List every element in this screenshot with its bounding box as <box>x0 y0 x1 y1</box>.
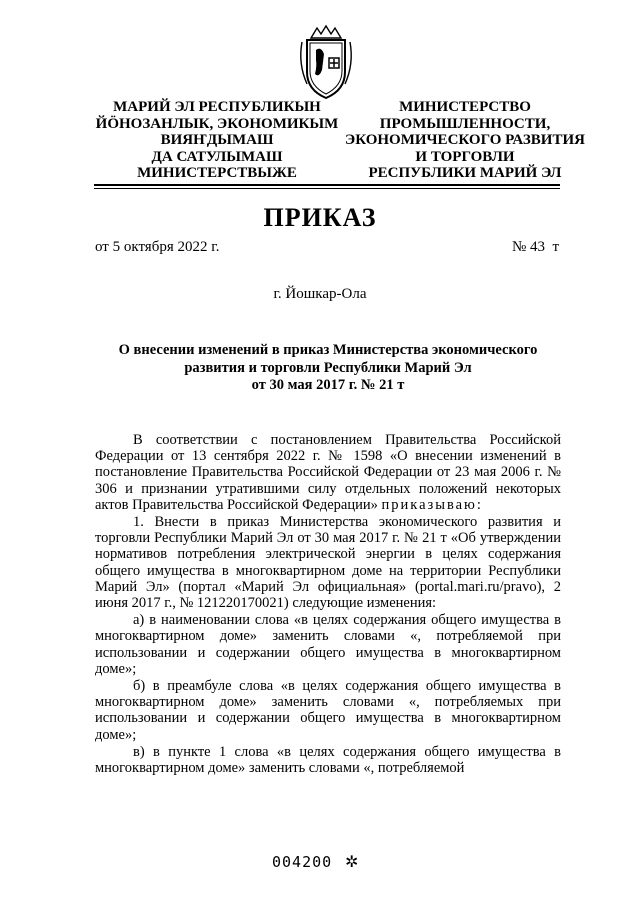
header-left-line: ВИЯҤДЫМАШ <box>160 132 274 149</box>
subitem-a: а) в наименовании слова «в целях содержания общего имущества в многоквартирном доме» заменить словами «, потребляемой при использовании и содержании общего имущества в многоквартирном доме»; <box>95 612 561 677</box>
order-word: приказываю: <box>381 496 483 513</box>
header-right-ministry-russian <box>345 99 585 182</box>
order-number: № 43 т <box>512 239 560 255</box>
header-right-line: МИНИСТЕРСТВО <box>399 99 531 115</box>
intro-paragraph <box>95 432 561 513</box>
serial-number: 004200 <box>272 853 333 871</box>
header-left-line: МИНИСТЕРСТВЫЖЕ <box>137 165 297 182</box>
ornament-icon: ✲ <box>345 854 359 871</box>
subject-line: развития и торговли Республики Марий Эл <box>184 359 472 376</box>
order-body <box>95 432 561 777</box>
order-subject <box>95 342 561 395</box>
header-left-line: МАРИЙ ЭЛ РЕСПУБЛИКЫН <box>113 99 321 115</box>
subitem-c: в) в пункте 1 слова «в целях содержания общего имущества в многоквартирном доме» заменить словами «, потребляемой <box>95 743 561 777</box>
header-left-line: ДА САТУЛЫМАШ <box>151 148 283 165</box>
header-right-line: ЭКОНОМИЧЕСКОГО РАЗВИТИЯ <box>345 132 585 149</box>
coat-of-arms-emblem <box>297 24 355 100</box>
header-divider-thick <box>94 184 560 186</box>
item-1-paragraph: 1. Внести в приказ Министерства экономического развития и торговли Республики Марий Эл от 30 мая 2017 г. № 21 т «Об утверждении нормативов потребления электрической энергии в целях содержания общего имущества в многоквартирном доме на территории Республики Марий Эл» (портал «Марий Эл официальная» (portal.mari.ru/pravo), 2 июня 2017 г., № 121220170021) следующие изменения: <box>95 514 561 612</box>
header-right-line: РЕСПУБЛИКИ МАРИЙ ЭЛ <box>368 165 562 182</box>
subject-line: от 30 мая 2017 г. № 21 т <box>251 377 405 393</box>
subject-line: О внесении изменений в приказ Министерства экономического <box>118 342 538 358</box>
header-divider-thin <box>94 188 560 189</box>
header-right-line: И ТОРГОВЛИ <box>415 148 515 165</box>
document-title: ПРИКАЗ <box>263 203 377 232</box>
header-right-line: ПРОМЫШЛЕННОСТИ, <box>379 115 551 132</box>
city-name: г. Йошкар-Ола <box>273 286 367 302</box>
subitem-b: б) в преамбуле слова «в целях содержания общего имущества в многоквартирном доме» заменить словами «, потребляемых при использовании и содержании общего имущества в многоквартирном доме»; <box>95 678 561 743</box>
intro-text: В соответствии с постановлением Правительства Российской Федерации от 13 сентября 2022 г. № 1598 «О внесении изменений в постановление Правительства Российской Федерации от 23 мая 2006 г. № 306 и признании утратившими силу отдельных положений некоторых актов Правительства Российской Федерации» <box>95 432 561 513</box>
header-left-ministry-mari <box>92 99 342 182</box>
order-date: от 5 октября 2022 г. <box>95 239 220 255</box>
header-left-line: ЙӦНОЗАНЛЫК, ЭКОНОМИКЫМ <box>95 115 339 132</box>
